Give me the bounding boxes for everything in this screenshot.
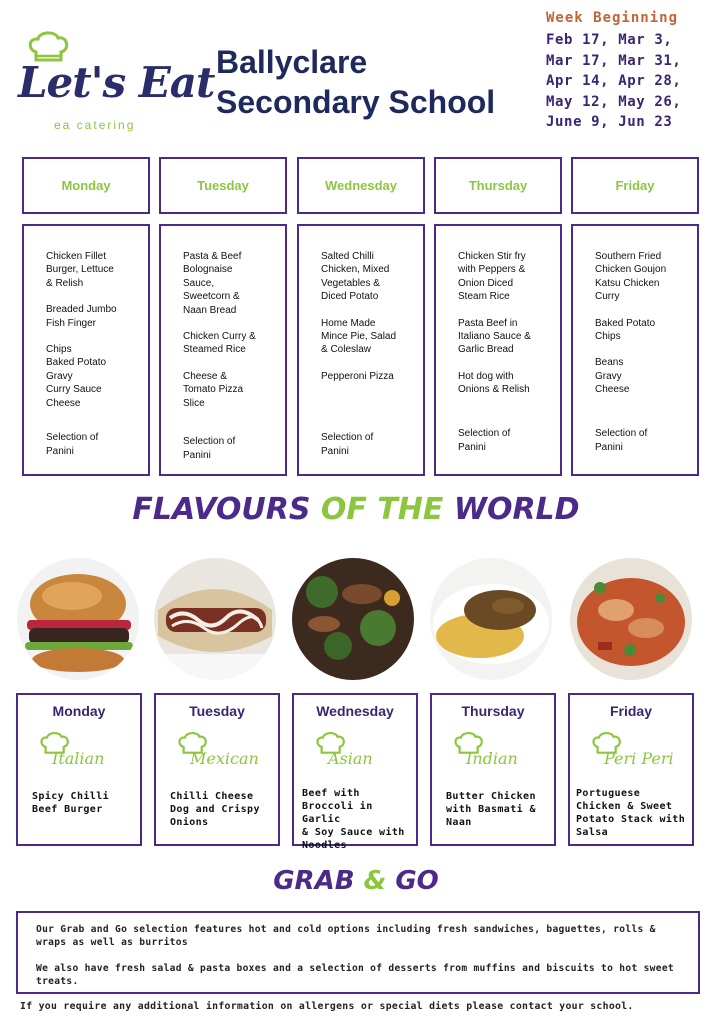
day-header-wednesday: Wednesday xyxy=(297,157,425,214)
heading-part: & xyxy=(363,866,396,896)
menu-item: Southern Fried Chicken Goujon Katsu Chicken Curry xyxy=(595,251,667,303)
world-dish: Spicy Chilli Beef Burger xyxy=(32,791,110,815)
menu-column-thursday xyxy=(434,224,562,476)
menu-item: Breaded Jumbo Fish Finger xyxy=(46,304,117,329)
menu-item: Home Made Mince Pie, Salad & Coleslaw xyxy=(321,317,397,356)
menu-item: Salted Chilli Chicken, Mixed Vegetables & Diced Potato xyxy=(321,251,390,303)
grab-and-go-paragraph: We also have fresh salad & pasta boxes and a selection of desserts from muffins and biscuits to hot sweet treats. xyxy=(36,963,674,987)
cuisine-logo xyxy=(176,731,276,775)
school-name xyxy=(216,42,536,122)
menu-column-friday xyxy=(571,224,699,476)
cuisine-name: Peri Peri xyxy=(604,749,674,768)
menu-item: Chips Baked Potato Gravy Curry Sauce Cheese xyxy=(46,344,107,409)
menu-item: Pasta Beef in Italiano Sauce & Garlic Bread xyxy=(458,317,531,356)
cuisine-name: Asian xyxy=(328,749,373,768)
world-card-day: Monday xyxy=(52,703,106,719)
cuisine-logo xyxy=(452,731,552,775)
menu-item: Hot dog with Onions & Relish xyxy=(458,370,530,396)
day-header-thursday: Thursday xyxy=(434,157,562,214)
cuisine-name: Indian xyxy=(466,749,518,768)
logo-wordmark: Let's Eat xyxy=(18,58,215,107)
heading-part: OF THE xyxy=(320,492,454,527)
menu-item: Pepperoni Pizza xyxy=(321,370,394,382)
burger-photo xyxy=(17,558,139,680)
heading-part: GRAB xyxy=(273,866,364,896)
butter-chicken-photo xyxy=(430,558,552,680)
logo-subtitle: ea catering xyxy=(54,118,136,132)
week-dates-line: May 12, May 26, xyxy=(546,93,682,110)
menu-item: Pasta & Beef Bolognaise Sauce, Sweetcorn & Naan Bread xyxy=(183,251,242,316)
menu-item: Cheese & Tomato Pizza Slice xyxy=(183,370,244,409)
week-dates-line: Apr 14, Apr 28, xyxy=(546,73,682,89)
week-beginning-title: Week Beginning xyxy=(546,10,679,26)
world-dish: Butter Chicken with Basmati & Naan xyxy=(446,791,536,828)
world-dish: Beef with Broccoli in Garlic & Soy Sauce with Noodles xyxy=(302,788,405,851)
menu-item: Chicken Stir fry with Peppers & Onion Diced Steam Rice xyxy=(458,251,526,303)
world-card-tuesday xyxy=(154,693,280,846)
heading-part: WORLD xyxy=(453,492,580,527)
cuisine-logo xyxy=(590,731,690,775)
week-dates-line: Feb 17, Mar 3, xyxy=(546,32,673,48)
beef-broccoli-photo xyxy=(292,558,414,680)
menu-column-wednesday xyxy=(297,224,425,476)
world-card-day: Friday xyxy=(609,703,652,719)
panini-option: Selection of Panini xyxy=(46,432,99,457)
world-card-day: Wednesday xyxy=(316,703,394,719)
cuisine-name: Italian xyxy=(52,749,105,768)
panini-option: Selection of Panini xyxy=(321,432,374,457)
week-dates-line: Mar 17, Mar 31, xyxy=(546,52,682,69)
week-beginning-block xyxy=(546,10,708,133)
day-header-friday: Friday xyxy=(571,157,699,214)
cuisine-logo xyxy=(38,731,138,775)
cuisine-logo xyxy=(314,731,414,775)
world-card-monday xyxy=(16,693,142,846)
school-name-line2: Secondary School xyxy=(216,84,496,120)
day-header-tuesday: Tuesday xyxy=(159,157,287,214)
grab-and-go-heading xyxy=(0,866,712,896)
flavours-of-the-world-heading xyxy=(0,492,712,527)
week-dates-line: June 9, Jun 23 xyxy=(546,114,673,130)
menu-item: Beans Gravy Cheese xyxy=(595,357,630,396)
world-card-day: Thursday xyxy=(461,703,525,719)
world-card-wednesday xyxy=(292,693,418,851)
cuisine-name: Mexican xyxy=(190,749,259,768)
heading-part: GO xyxy=(395,866,439,896)
world-card-thursday xyxy=(430,693,556,846)
panini-option: Selection of Panini xyxy=(458,428,511,453)
allergen-footer-note: If you require any additional information on allergens or special diets please contact your school. xyxy=(20,1001,634,1012)
peri-peri-chicken-photo xyxy=(570,558,692,680)
menu-column-tuesday xyxy=(159,224,287,476)
grab-and-go-paragraph: Our Grab and Go selection features hot and cold options including fresh sandwiches, baguettes, rolls & wraps as well as burritos xyxy=(36,924,656,948)
panini-option: Selection of Panini xyxy=(595,428,648,453)
menu-item: Chicken Curry & Steamed Rice xyxy=(183,331,256,356)
world-card-friday xyxy=(568,693,694,846)
lets-eat-logo xyxy=(18,30,215,135)
menu-item: Chicken Fillet Burger, Lettuce & Relish xyxy=(46,251,114,289)
world-card-day: Tuesday xyxy=(189,703,245,719)
world-dish: Portuguese Chicken & Sweet Potato Stack with Salsa xyxy=(576,788,686,838)
school-name-line1: Ballyclare xyxy=(216,44,368,80)
day-header-monday: Monday xyxy=(22,157,150,214)
menu-item: Baked Potato Chips xyxy=(595,317,656,343)
heading-part: FLAVOURS xyxy=(132,492,321,527)
hot-dog-photo xyxy=(154,558,276,680)
panini-option: Selection of Panini xyxy=(183,436,236,461)
grab-and-go-box xyxy=(16,911,700,994)
world-dish: Chilli Cheese Dog and Crispy Onions xyxy=(170,791,260,828)
menu-column-monday xyxy=(22,224,150,476)
